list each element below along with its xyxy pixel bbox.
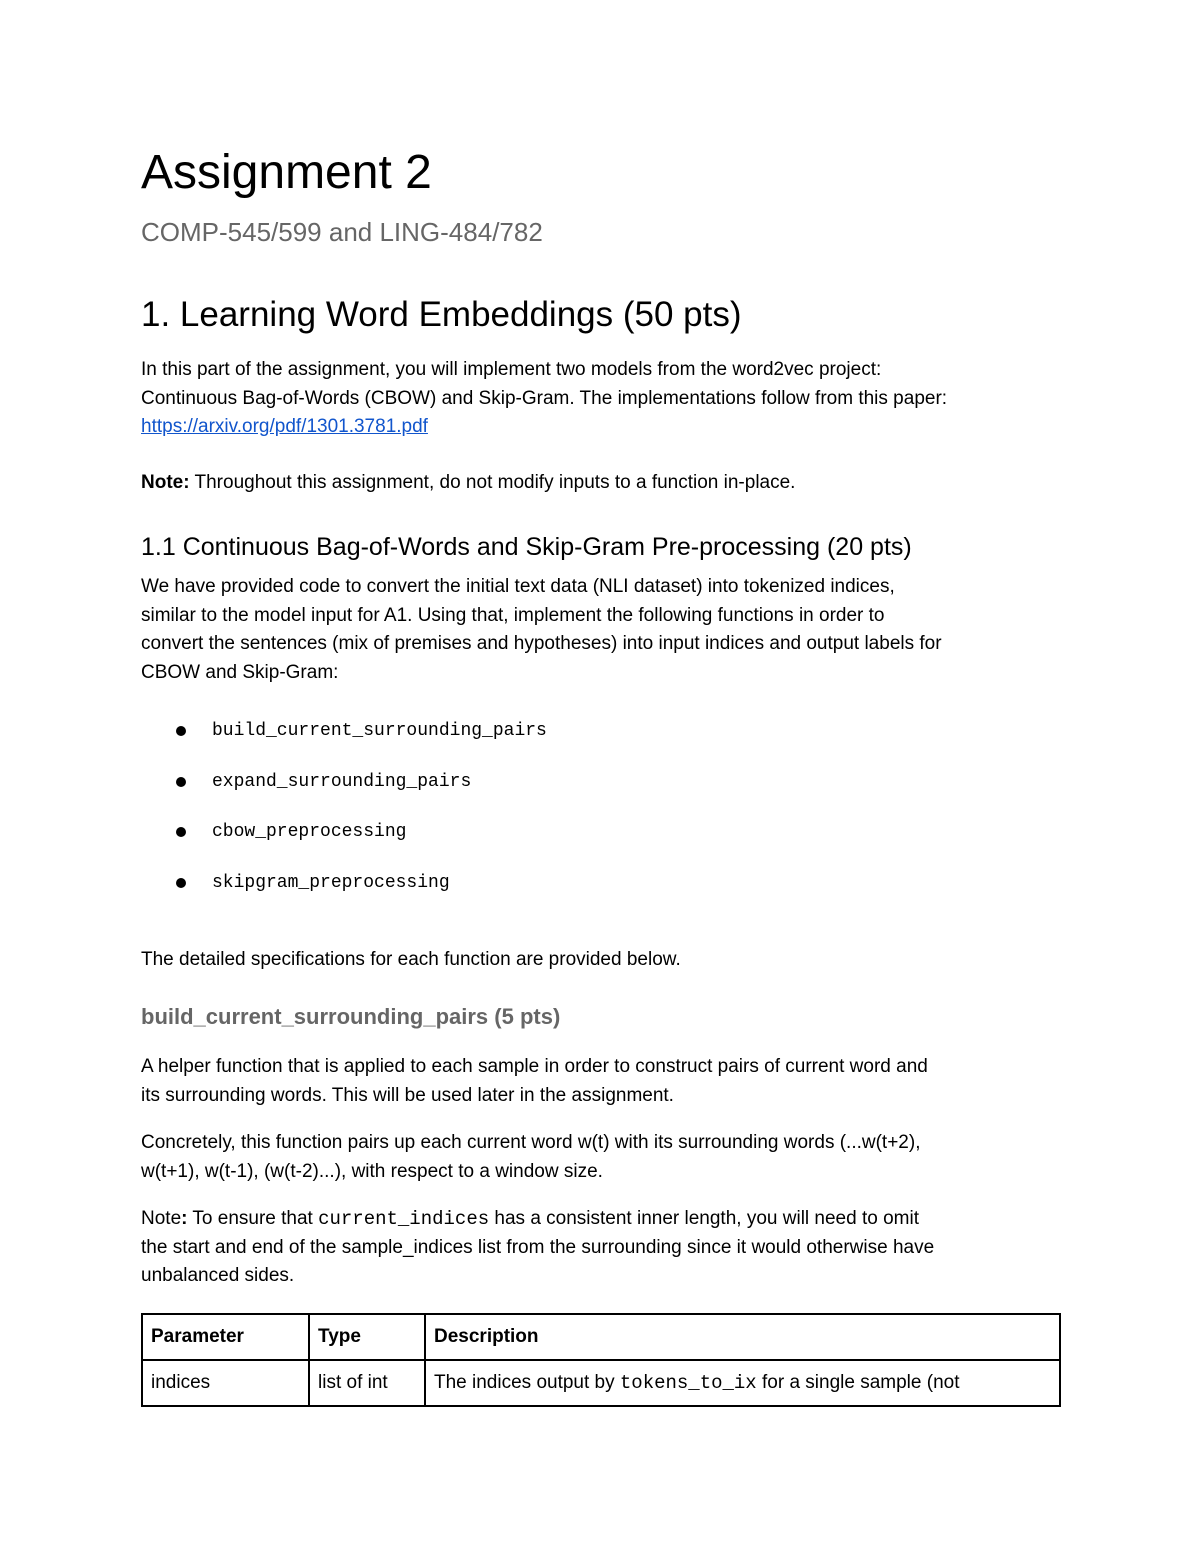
column-header: Type bbox=[309, 1314, 425, 1360]
paragraph-line: w(t+1), w(t-1), (w(t-2)...), with respect to a window size. bbox=[141, 1160, 603, 1182]
note-label: Note bbox=[141, 1208, 182, 1229]
table-row bbox=[142, 1360, 1060, 1406]
paragraph-line: CBOW and Skip-Gram: bbox=[141, 661, 339, 683]
paragraph-line: A helper function that is applied to each sample in order to construct pairs of current word and bbox=[141, 1056, 928, 1077]
function-note: Note: To ensure that current_indices has a consistent inner length, you will need to omit the start and end of the sample_indices list from the surrounding since it would otherwise have unbalanced sides. bbox=[141, 1205, 934, 1291]
table-header-row bbox=[142, 1314, 1060, 1360]
concretely-paragraph bbox=[141, 1129, 920, 1186]
note-label: Note: bbox=[141, 472, 190, 493]
section-heading-1: 1. Learning Word Embeddings (50 pts) bbox=[141, 295, 742, 334]
inline-code: tokens_to_ix bbox=[619, 1372, 757, 1394]
table-cell: The indices output by tokens_to_ix for a single sample (not bbox=[425, 1360, 1060, 1406]
intro-paragraph bbox=[141, 356, 947, 442]
section-heading-1-1: 1.1 Continuous Bag-of-Words and Skip-Gram Pre-processing (20 pts) bbox=[141, 533, 912, 561]
column-header: Description bbox=[425, 1314, 1060, 1360]
parameter-table bbox=[141, 1313, 1061, 1407]
inline-code: current_indices bbox=[318, 1208, 490, 1230]
function-heading: build_current_surrounding_pairs (5 pts) bbox=[141, 1004, 561, 1029]
function-name: cbow_preprocessing bbox=[212, 822, 407, 842]
paper-link[interactable]: https://arxiv.org/pdf/1301.3781.pdf bbox=[141, 416, 428, 437]
function-name: skipgram_preprocessing bbox=[212, 872, 450, 893]
bullet-icon bbox=[176, 726, 186, 736]
preprocessing-paragraph bbox=[141, 573, 942, 687]
bullet-icon bbox=[176, 878, 186, 888]
table-cell: indices bbox=[142, 1360, 309, 1406]
paragraph-line: We have provided code to convert the initial text data (NLI dataset) into tokenized indices, bbox=[141, 576, 895, 597]
intro-line: Continuous Bag-of-Words (CBOW) and Skip-Gram. The implementations follow from this paper: bbox=[141, 387, 948, 409]
intro-line: In this part of the assignment, you will implement two models from the word2vec project: bbox=[141, 359, 882, 380]
paragraph-line: unbalanced sides. bbox=[141, 1265, 295, 1286]
function-description bbox=[141, 1053, 928, 1110]
document-title: Assignment 2 bbox=[141, 146, 432, 199]
spec-text: The detailed specifications for each function are provided below. bbox=[141, 949, 681, 970]
paragraph-line: convert the sentences (mix of premises and hypotheses) into input indices and output labels for bbox=[141, 633, 942, 654]
paragraph-line: Concretely, this function pairs up each current word w(t) with its surrounding words (...w(t+2), bbox=[141, 1132, 921, 1153]
note-text: Throughout this assignment, do not modify inputs to a function in-place. bbox=[189, 472, 796, 493]
note-paragraph bbox=[141, 469, 795, 498]
document-subtitle: COMP-545/599 and LING-484/782 bbox=[141, 217, 543, 247]
bullet-icon bbox=[176, 827, 186, 837]
table-cell: list of int bbox=[309, 1360, 425, 1406]
function-name: build_current_surrounding_pairs bbox=[212, 721, 547, 741]
paragraph-line: the start and end of the sample_indices list from the surrounding since it would otherwise have bbox=[141, 1236, 935, 1258]
function-name: expand_surrounding_pairs bbox=[212, 771, 472, 792]
bullet-icon bbox=[176, 777, 186, 787]
paragraph-line: similar to the model input for A1. Using that, implement the following functions in order to bbox=[141, 604, 885, 626]
paragraph-line: its surrounding words. This will be used later in the assignment. bbox=[141, 1084, 674, 1106]
column-header: Parameter bbox=[142, 1314, 309, 1360]
